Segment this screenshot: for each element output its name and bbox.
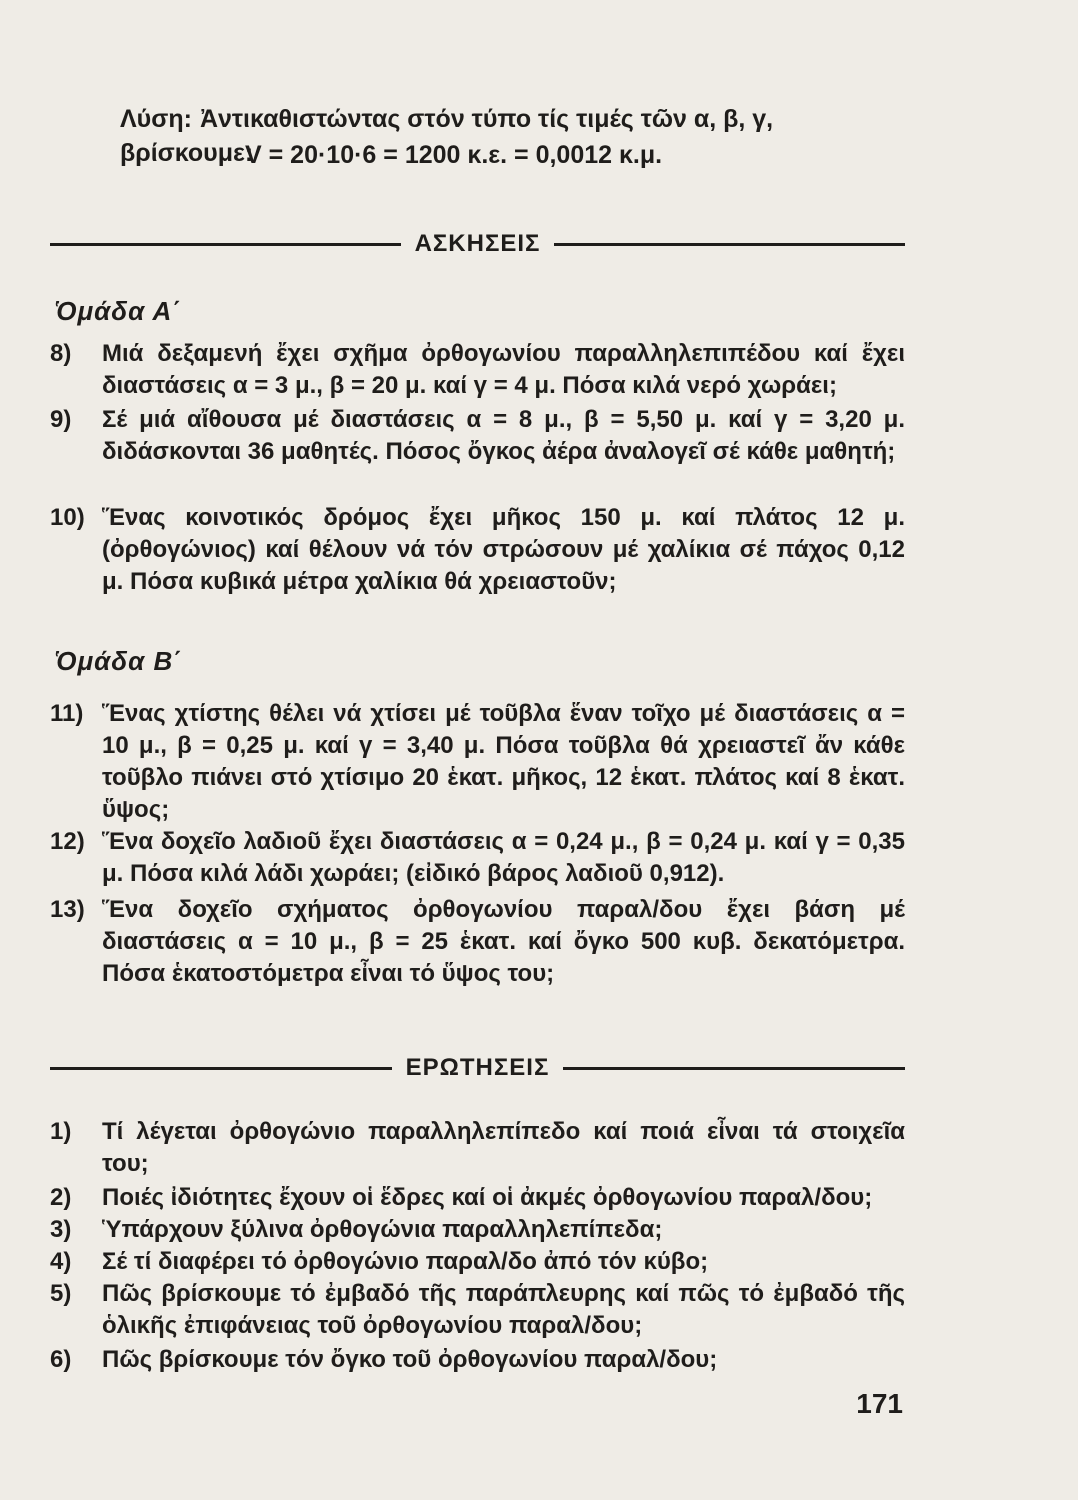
question-text: Τί λέγεται ὀρθογώνιο παραλληλεπίπεδο καί ποιά εἶναι τά στοιχεῖα του; bbox=[102, 1118, 905, 1177]
heading-rule-left bbox=[50, 243, 401, 246]
question-item bbox=[50, 1214, 905, 1246]
exercises-title: ΑΣΚΗΣΕΙΣ bbox=[414, 230, 541, 257]
heading-rule-right bbox=[563, 1067, 905, 1070]
question-text: Ὑπάρχουν ξύλινα ὀρθογώνια παραλληλεπίπεδα; bbox=[102, 1216, 663, 1243]
exercise-text: Σέ μιά αἴθουσα μέ διαστάσεις α = 8 μ., β = 5,50 μ. καί γ = 3,20 μ. διδάσκονται 36 μαθητές. Πόσος ὄγκος ἀέρα ἀναλογεῖ σέ κάθε μαθητή; bbox=[102, 406, 905, 465]
exercise-item bbox=[50, 404, 905, 468]
group-b-label: Ὁμάδα Β΄ bbox=[55, 646, 183, 676]
exercise-item bbox=[50, 338, 905, 402]
question-text: Ποιές ἰδιότητες ἔχουν οἱ ἕδρες καί οἱ ἀκμές ὀρθογωνίου παραλ/δου; bbox=[102, 1184, 873, 1211]
solution-formula: V = 20·10·6 = 1200 κ.ε. = 0,0012 κ.μ. bbox=[245, 141, 663, 169]
question-item bbox=[50, 1246, 905, 1278]
question-item bbox=[50, 1182, 905, 1214]
exercise-number: 12) bbox=[50, 828, 85, 855]
exercise-text: Ἕνας κοινοτικός δρόμος ἔχει μῆκος 150 μ. καί πλάτος 12 μ. (ὀρθογώνιος) καί θέλουν νά τόν στρώσουν μέ χαλίκια σέ πάχος 0,12 μ. Πόσα κυβικά μέτρα χαλίκια θά χρειαστοῦν; bbox=[102, 504, 905, 595]
exercise-number: 11) bbox=[50, 700, 84, 727]
question-item bbox=[50, 1278, 905, 1342]
question-number: 2) bbox=[50, 1184, 72, 1211]
exercises-heading bbox=[50, 226, 905, 262]
heading-rule-right bbox=[554, 243, 905, 246]
exercise-number: 9) bbox=[50, 406, 72, 433]
question-item bbox=[50, 1344, 905, 1376]
exercise-text: Ἕνα δοχεῖο σχήματος ὀρθογωνίου παραλ/δου ἔχει βάση μέ διαστάσεις α = 10 μ., β = 25 ἑκατ. καί ὄγκο 500 κυβ. δεκατόμετρα. Πόσα ἑκατοστόμετρα εἶναι τό ὕψος του; bbox=[102, 896, 905, 987]
question-number: 1) bbox=[50, 1118, 72, 1145]
question-number: 6) bbox=[50, 1346, 72, 1373]
questions-heading bbox=[50, 1050, 905, 1086]
question-number: 3) bbox=[50, 1216, 72, 1243]
question-number: 5) bbox=[50, 1280, 72, 1307]
exercise-number: 13) bbox=[50, 896, 85, 923]
exercise-item bbox=[50, 502, 905, 598]
group-a-label: Ὁμάδα Α΄ bbox=[55, 296, 182, 326]
page-number: 171 bbox=[856, 1388, 903, 1419]
solution-label: Λύση: bbox=[120, 105, 192, 133]
question-number: 4) bbox=[50, 1248, 72, 1275]
exercise-item bbox=[50, 894, 905, 990]
exercise-item bbox=[50, 826, 905, 890]
exercise-item bbox=[50, 698, 905, 826]
exercise-text: Ἕνας χτίστης θέλει νά χτίσει μέ τοῦβλα ἕναν τοῖχο μέ διαστάσεις α = 10 μ., β = 0,25 μ. καί γ = 3,40 μ. Πόσα τοῦβλα θά χρειαστεῖ ἄν κάθε τοῦβλο πιάνει στό χτίσιμο 20 ἑκατ. μῆκος, 12 ἑκατ. πλάτος καί 8 ἑκατ. ὕψος; bbox=[102, 700, 905, 823]
exercise-number: 10) bbox=[50, 504, 85, 531]
exercise-number: 8) bbox=[50, 340, 72, 367]
exercise-text: Ἕνα δοχεῖο λαδιοῦ ἔχει διαστάσεις α = 0,24 μ., β = 0,24 μ. καί γ = 0,35 μ. Πόσα κιλά λάδι χωράει; (εἰδικό βάρος λαδιοῦ 0,912). bbox=[102, 828, 905, 887]
question-item bbox=[50, 1116, 905, 1180]
question-text: Πῶς βρίσκουμε τό ἐμβαδό τῆς παράπλευρης καί πῶς τό ἐμβαδό τῆς ὁλικῆς ἐπιφάνειας τοῦ ὀρθογωνίου παραλ/δου; bbox=[102, 1280, 905, 1339]
exercise-text: Μιά δεξαμενή ἔχει σχῆμα ὀρθογωνίου παραλληλεπιπέδου καί ἔχει διαστάσεις α = 3 μ., β = 20 μ. καί γ = 4 μ. Πόσα κιλά νερό χωράει; bbox=[102, 340, 905, 399]
question-text: Σέ τί διαφέρει τό ὀρθογώνιο παραλ/δο ἀπό τόν κύβο; bbox=[102, 1248, 709, 1275]
question-text: Πῶς βρίσκουμε τόν ὄγκο τοῦ ὀρθογωνίου παραλ/δου; bbox=[102, 1346, 718, 1373]
heading-rule-left bbox=[50, 1067, 392, 1070]
questions-title: ΕΡΩΤΗΣΕΙΣ bbox=[405, 1054, 550, 1081]
solution-text: Ἀντικαθιστώντας στόν τύπο τίς τιμές τῶν α, β, γ, βρίσκουμε: bbox=[120, 105, 774, 167]
